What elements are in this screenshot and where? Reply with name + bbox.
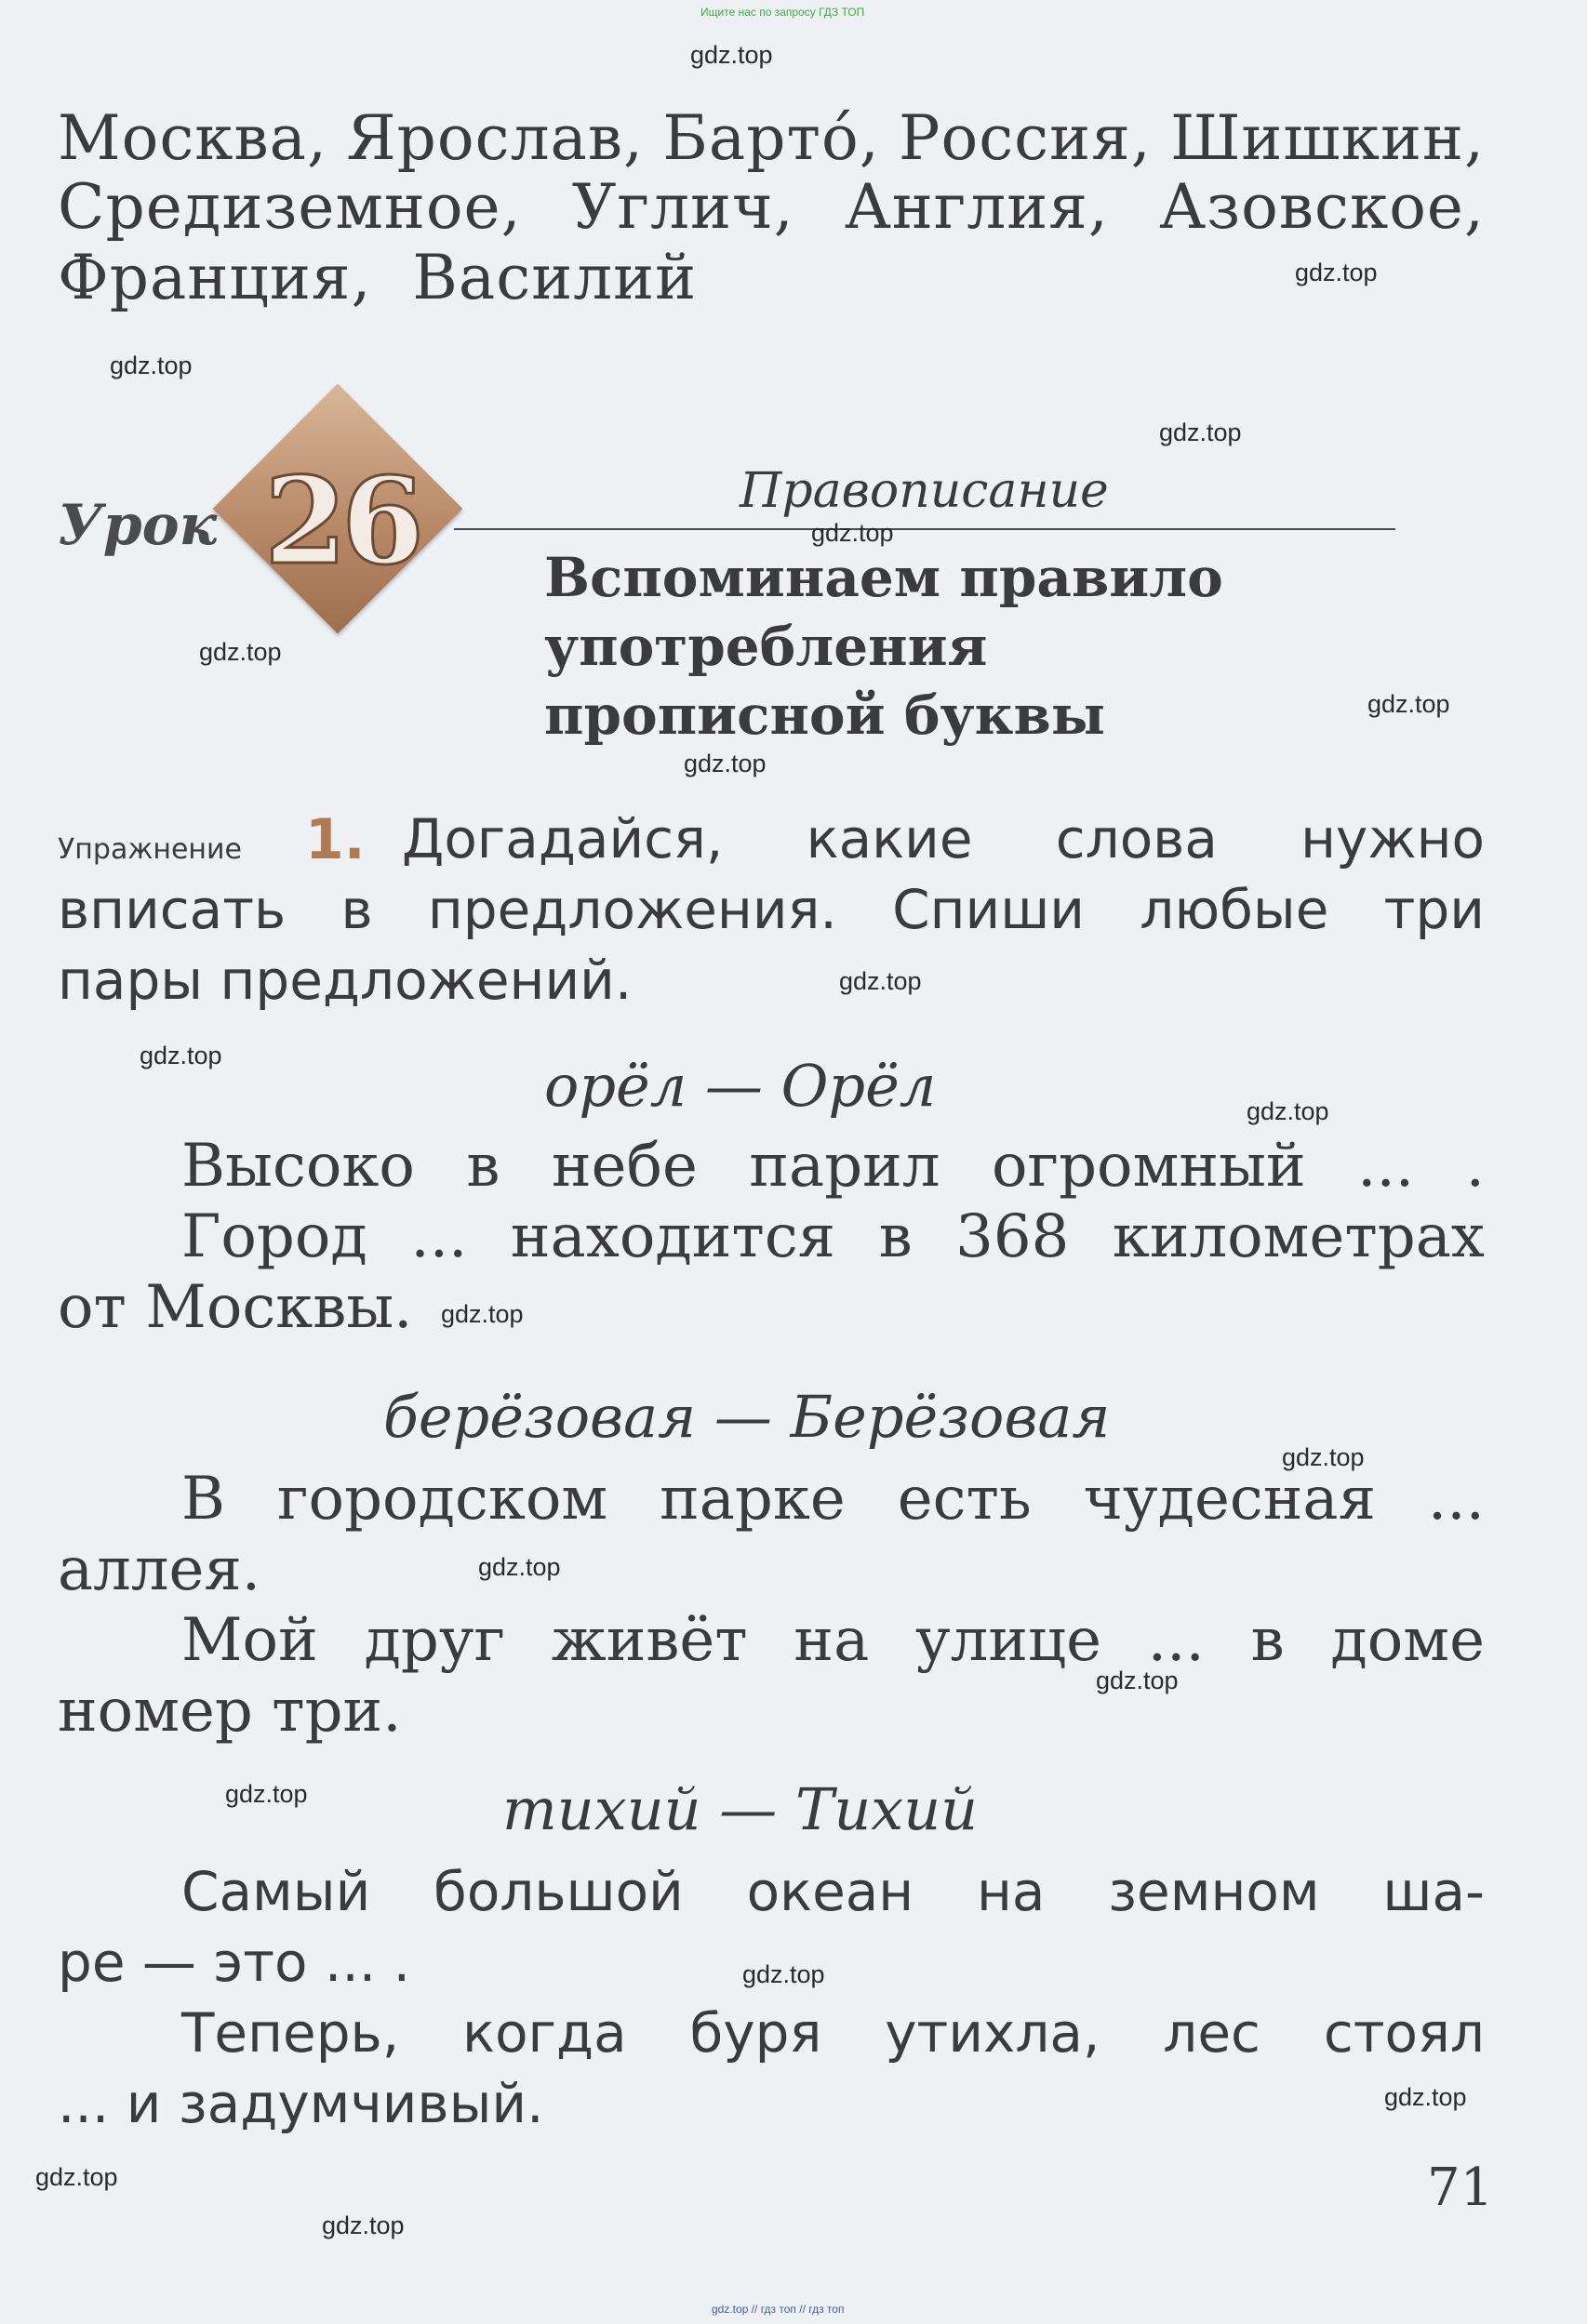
watermark: gdz.top xyxy=(225,1780,308,1808)
watermark: gdz.top xyxy=(1367,690,1450,718)
pair-1-sentence-2: Город ... находится в 368 километрах xyxy=(181,1202,1485,1271)
pair-3-sentence-1: Самый большой океан на земном ша- xyxy=(181,1860,1485,1923)
pair-1-heading: орёл — Орёл xyxy=(544,1052,937,1120)
exercise-number: 1. xyxy=(305,807,366,872)
pair-3-sentence-1-end: ре — это ... . xyxy=(58,1931,411,1994)
lesson-title-1: Вспоминаем правило xyxy=(544,546,1223,609)
exercise-line-1: Догадайся, какие слова нужно xyxy=(402,807,1485,870)
intro-line-1: Москва, Ярослав, Барто́, Россия, Шишкин, xyxy=(58,102,1485,174)
pair-2-sentence-1: В городском парке есть чудесная ... xyxy=(181,1465,1485,1534)
exercise-label: Упражнение xyxy=(58,833,242,866)
header-rule xyxy=(454,528,1395,530)
lesson-title-3: прописной буквы xyxy=(544,684,1105,747)
pair-2-sentence-2: Мой друг живёт на улице ... в доме xyxy=(181,1606,1485,1675)
pair-2-sentence-1-end: аллея. xyxy=(58,1535,261,1604)
lesson-label: Урок xyxy=(58,493,218,558)
page-number: 71 xyxy=(1427,2158,1494,2218)
watermark: gdz.top xyxy=(478,1553,561,1581)
watermark: gdz.top xyxy=(1096,1667,1179,1694)
footer-watermark: gdz.top // гдз топ // гдз топ xyxy=(712,2303,845,2316)
watermark: gdz.top xyxy=(110,352,193,379)
lesson-section: Правописание xyxy=(740,463,1109,519)
pair-3-sentence-2-end: ... и задумчивый. xyxy=(58,2072,544,2135)
watermark: gdz.top xyxy=(199,638,282,666)
watermark: gdz.top xyxy=(441,1300,524,1328)
watermark: gdz.top xyxy=(35,2163,118,2191)
pair-2-heading: берёзовая — Берёзовая xyxy=(383,1383,1111,1451)
watermark: gdz.top xyxy=(690,41,773,69)
watermark: gdz.top xyxy=(1247,1097,1329,1125)
watermark: gdz.top xyxy=(1295,259,1378,286)
lesson-title-2: употребления xyxy=(544,615,988,678)
watermark: gdz.top xyxy=(1282,1443,1365,1471)
pair-1-sentence-1: Высоко в небе парил огромный ... . xyxy=(181,1132,1485,1201)
top-banner: Ищите нас по запросу ГДЗ ТОП xyxy=(700,6,865,19)
exercise-line-2: вписать в предложения. Спиши любые три xyxy=(58,878,1485,941)
watermark: gdz.top xyxy=(322,2211,405,2239)
lesson-number: 26 xyxy=(263,452,420,591)
watermark: gdz.top xyxy=(839,967,922,995)
pair-2-sentence-2-end: номер три. xyxy=(58,1677,402,1746)
pair-1-sentence-2-end: от Москвы. xyxy=(58,1273,413,1342)
watermark: gdz.top xyxy=(742,1960,825,1988)
watermark: gdz.top xyxy=(140,1042,222,1069)
exercise-line-3: пары предложений. xyxy=(58,949,633,1012)
pair-3-sentence-2: Теперь, когда буря утихла, лес стоял xyxy=(181,2001,1485,2065)
intro-line-3: Франция, Василий xyxy=(58,242,698,313)
pair-3-heading: тихий — Тихий xyxy=(502,1775,979,1843)
watermark: gdz.top xyxy=(811,519,894,547)
watermark: gdz.top xyxy=(684,750,767,777)
watermark: gdz.top xyxy=(1384,2083,1467,2111)
intro-line-2: Средиземное, Углич, Англия, Азовское, xyxy=(58,171,1485,243)
watermark: gdz.top xyxy=(1159,418,1242,446)
